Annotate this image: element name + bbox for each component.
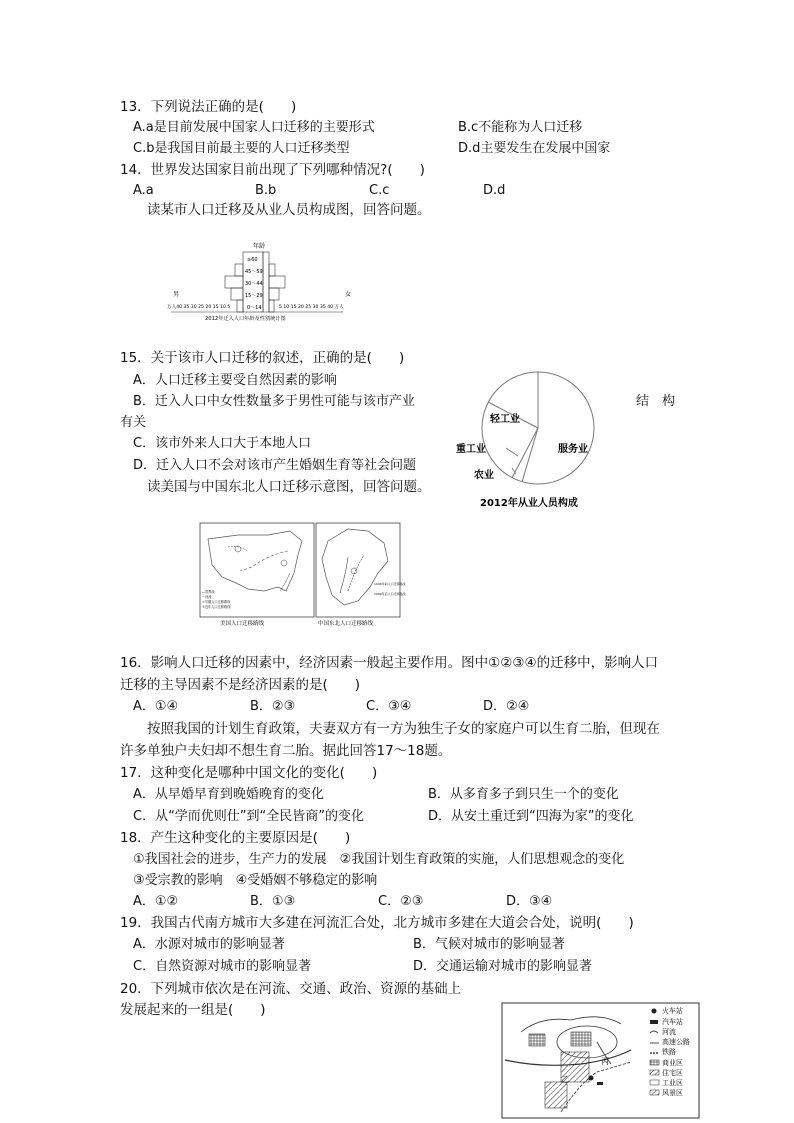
q18-statement-1: ①我国社会的进步，生产力的发展 ②我国计划生育政策的实施，人们思想观念的变化 (133, 852, 625, 867)
intro-map: 读美国与中国东北人口迁移示意图，回答问题。 (147, 479, 431, 495)
q13-option-d: D.d主要发生在发展中国家 (458, 141, 611, 156)
q16-option-b: B．②③ (250, 699, 296, 714)
q17-option-d: D．从安土重迁到“四海为家”的变化 (428, 809, 634, 824)
pyramid-header: 年龄 (253, 243, 266, 250)
q15-option-d: D．迁入人口不会对该市产生婚姻生育等社会问题 (133, 458, 417, 473)
legend-train-station: 火车站 (662, 1007, 683, 1015)
q17-option-b: B．从多育多子到只生一个的变化 (428, 787, 619, 802)
pyramid-caption: 2012年迁入人口年龄及性别统计图 (205, 316, 286, 322)
q16-option-d: D．②④ (483, 699, 530, 714)
legend-railway: 铁路 (662, 1048, 676, 1056)
q18-option-a: A．①② (133, 894, 179, 909)
pyramid-right-axis: 5 10 15 20 25 30 35 40 万人 (279, 305, 344, 310)
q17-stem: 17．这种变化是哪种中国文化的变化( ) (120, 765, 378, 781)
cn-legend-item: 1900年前人口迁移路线 (374, 582, 406, 586)
legend-highway: 高速公路 (662, 1038, 690, 1046)
legend-bus-station: 汽车站 (662, 1018, 683, 1026)
legend-river: 河流 (662, 1028, 676, 1036)
legend-industrial: 工业区 (662, 1079, 683, 1087)
age-label: 15～29 (245, 293, 263, 299)
q14-option-a: A.a (133, 183, 154, 198)
q15-option-a: A．人口迁移主要受自然因素的影响 (133, 373, 337, 388)
q18-option-c: C．②③ (378, 894, 424, 909)
intro-pyramid: 读某市人口迁移及从业人员构成图，回答问题。 (147, 202, 431, 218)
age-label: 45～59 (245, 269, 263, 275)
pyramid-left-axis: 万人40 35 30 25 20 15 10 5 (167, 305, 231, 310)
pie-label-services: 服务业 (558, 444, 588, 455)
q19-option-c: C．自然资源对城市的影响显著 (133, 959, 312, 974)
q16-stem-cont: 迁移的主导因素不是经济因素的是( ) (120, 677, 361, 693)
q20-stem-cont: 发展起来的一组是( ) (120, 1002, 266, 1018)
q15-option-b-end: 结 构 (636, 394, 676, 409)
pie-label-heavy-industry: 重工业 (456, 444, 486, 455)
q14-option-d: D.d (483, 183, 506, 198)
cn-map-caption: 中国东北人口迁移路线 (318, 621, 374, 627)
q15-option-b-cont: 有关 (120, 415, 147, 430)
q17-option-c: C．从“学而优则仕”到“全民皆商”的变化 (133, 809, 365, 824)
age-label: ≥60 (247, 257, 258, 263)
migration-maps (198, 521, 406, 631)
age-label: 30～44 (245, 281, 263, 287)
population-pyramid (165, 240, 365, 326)
q13-option-a: A.a是目前发展中国家人口迁移的主要形式 (133, 120, 375, 135)
pie-caption: 2012年从业人员构成 (480, 498, 578, 509)
q16-stem: 16．影响人口迁移的因素中，经济因素一般起主要作用。图中①②③④的迁移中，影响人口 (120, 655, 659, 671)
q13-option-c: C.b是我国目前最主要的人口迁移类型 (133, 141, 350, 156)
q13-stem: 13．下列说法正确的是( ) (120, 99, 297, 115)
legend-residential: 住宅区 (662, 1069, 683, 1077)
q20-stem: 20．下列城市依次是在河流、交通、政治、资源的基础上 (120, 981, 462, 997)
legend-commercial: 商业区 (662, 1059, 683, 1067)
pyramid-male-label: 男 (173, 291, 180, 298)
pie-label-light-industry: 轻工业 (490, 414, 520, 425)
q18-stem: 18．产生这种变化的主要原因是( ) (120, 830, 351, 846)
q15-stem: 15．关于该市人口迁移的叙述，正确的是( ) (120, 350, 405, 366)
q16-option-c: C．③④ (366, 699, 412, 714)
map-legend-item: ②近年人口迁移路线 (202, 605, 231, 609)
q17-option-a: A．从早婚早育到晚婚晚育的变化 (133, 787, 324, 802)
q13-option-b: B.c不能称为人口迁移 (458, 120, 583, 135)
q19-option-a: A．水源对城市的影响显著 (133, 937, 285, 952)
legend-scenic: 风景区 (662, 1089, 683, 1097)
map-legend-item: —国界线 (202, 590, 215, 594)
city-label-bing: 丙 (601, 1057, 609, 1066)
city-label-yi: 乙 (561, 1075, 569, 1084)
us-map-caption: 美国人口迁移路线 (220, 621, 265, 627)
map-legend-item: ～河流 (202, 595, 212, 599)
q14-option-c: C.c (369, 183, 390, 198)
q18-option-b: B．①③ (250, 894, 296, 909)
q19-option-d: D．交通运输对城市的影响显著 (413, 959, 593, 974)
pie-label-agriculture: 农业 (474, 470, 494, 481)
employment-pie-chart (450, 370, 630, 512)
age-label: 0～14 (247, 305, 262, 311)
q16-option-a: A．①④ (133, 699, 179, 714)
intro-policy-cont: 许多单独户夫妇却不想生育二胎。据此回答17～18题。 (120, 743, 452, 759)
q14-stem: 14．世界发达国家目前出现了下列哪种情况?( ) (120, 162, 425, 178)
q15-option-b: B．迁入人口中女性数量多于男性可能与该市产业 (133, 394, 415, 409)
intro-policy: 按照我国的计划生育政策，夫妻双方有一方为独生子女的家庭户可以生育二胎，但现在 (147, 721, 660, 737)
q18-option-d: D．③④ (506, 894, 553, 909)
q18-statement-2: ③受宗教的影响 ④受婚姻不够稳定的影响 (133, 873, 378, 888)
map-legend-item: ①早期人口迁移路线 (202, 600, 231, 604)
q14-option-b: B.b (255, 183, 277, 198)
q19-option-b: B．气候对城市的影响显著 (413, 937, 565, 952)
pyramid-female-label: 女 (345, 291, 352, 298)
cn-legend-item: 1900年后人口迁移路线 (374, 592, 406, 596)
q19-stem: 19．我国古代南方城市大多建在河流汇合处，北方城市多建在大道会合处，说明( ) (120, 915, 634, 931)
city-map (501, 1002, 701, 1120)
q15-option-c: C．该市外来人口大于本地人口 (133, 436, 312, 451)
